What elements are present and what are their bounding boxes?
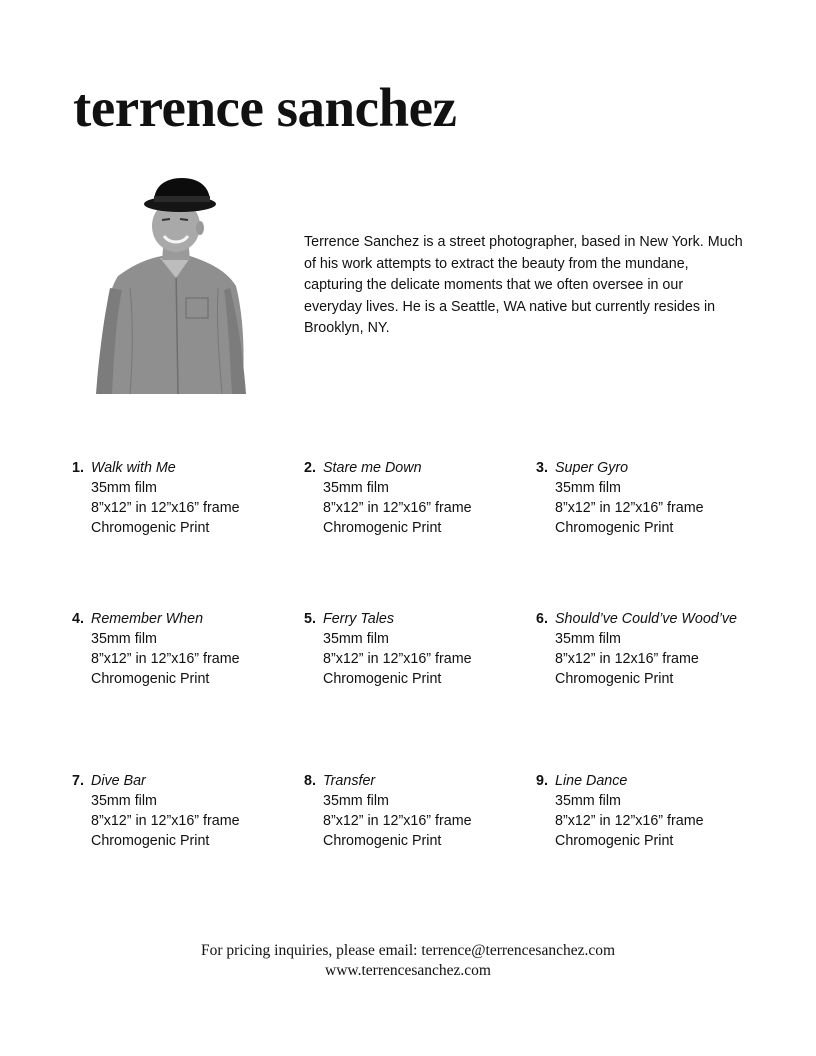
- work-number: 7.: [72, 773, 84, 789]
- work-title: Line Dance: [555, 773, 628, 789]
- work-process: Chromogenic Print: [323, 520, 442, 536]
- website-link[interactable]: www.terrencesanchez.com: [325, 962, 491, 979]
- work-title: Remember When: [91, 611, 204, 627]
- work-number: 1.: [72, 460, 84, 476]
- work-item: [304, 771, 544, 851]
- pricing-inquiry-text: For pricing inquiries, please email: terrence@terrencesanchez.com: [200, 942, 616, 959]
- work-size: 8”x12” in 12x16” frame: [555, 651, 699, 667]
- work-title: Transfer: [323, 773, 376, 789]
- work-medium: 35mm film: [91, 793, 157, 809]
- work-size: 8”x12” in 12”x16” frame: [555, 813, 704, 829]
- work-process: Chromogenic Print: [555, 520, 674, 536]
- work-number: 8.: [304, 773, 316, 789]
- work-process: Chromogenic Print: [91, 833, 210, 849]
- work-size: 8”x12” in 12”x16” frame: [323, 500, 472, 516]
- work-medium: 35mm film: [323, 480, 389, 496]
- work-number: 6.: [536, 611, 548, 627]
- work-medium: 35mm film: [323, 631, 389, 647]
- portrait-photo: [90, 178, 250, 396]
- work-number: 2.: [304, 460, 316, 476]
- work-process: Chromogenic Print: [555, 833, 674, 849]
- work-title: Should’ve Could’ve Wood’ve: [555, 611, 737, 627]
- work-item: [72, 458, 312, 538]
- work-medium: 35mm film: [555, 631, 621, 647]
- work-title: Dive Bar: [91, 773, 146, 789]
- work-number: 9.: [536, 773, 548, 789]
- work-title: Ferry Tales: [323, 611, 394, 627]
- work-process: Chromogenic Print: [323, 833, 442, 849]
- work-process: Chromogenic Print: [323, 671, 442, 687]
- work-medium: 35mm film: [91, 480, 157, 496]
- work-medium: 35mm film: [555, 480, 621, 496]
- work-item: [72, 609, 312, 689]
- work-process: Chromogenic Print: [91, 520, 210, 536]
- work-size: 8”x12” in 12”x16” frame: [91, 813, 240, 829]
- work-medium: 35mm film: [555, 793, 621, 809]
- work-item: [304, 609, 544, 689]
- work-number: 5.: [304, 611, 316, 627]
- work-size: 8”x12” in 12”x16” frame: [91, 500, 240, 516]
- work-size: 8”x12” in 12”x16” frame: [555, 500, 704, 516]
- work-item: [72, 771, 312, 851]
- work-process: Chromogenic Print: [91, 671, 210, 687]
- work-item: [536, 609, 776, 689]
- work-size: 8”x12” in 12”x16” frame: [91, 651, 240, 667]
- page-title: terrence sanchez: [73, 77, 457, 138]
- work-medium: 35mm film: [91, 631, 157, 647]
- work-size: 8”x12” in 12”x16” frame: [323, 813, 472, 829]
- work-medium: 35mm film: [323, 793, 389, 809]
- work-size: 8”x12” in 12”x16” frame: [323, 651, 472, 667]
- work-process: Chromogenic Print: [555, 671, 674, 687]
- bio-paragraph: Terrence Sanchez is a street photographer, based in New York. Much of his work attempts to extract the beauty from the mundane, capturing the delicate moments that we often oversee in our everyday lives. He is a Seattle, WA native but currently resides in Brooklyn, NY.: [304, 234, 743, 336]
- work-number: 4.: [72, 611, 84, 627]
- work-item: [536, 771, 776, 851]
- work-number: 3.: [536, 460, 548, 476]
- work-title: Stare me Down: [323, 460, 422, 476]
- footer: [0, 941, 816, 981]
- work-item: [536, 458, 776, 538]
- work-title: Walk with Me: [91, 460, 176, 476]
- work-title: Super Gyro: [555, 460, 629, 476]
- work-item: [304, 458, 544, 538]
